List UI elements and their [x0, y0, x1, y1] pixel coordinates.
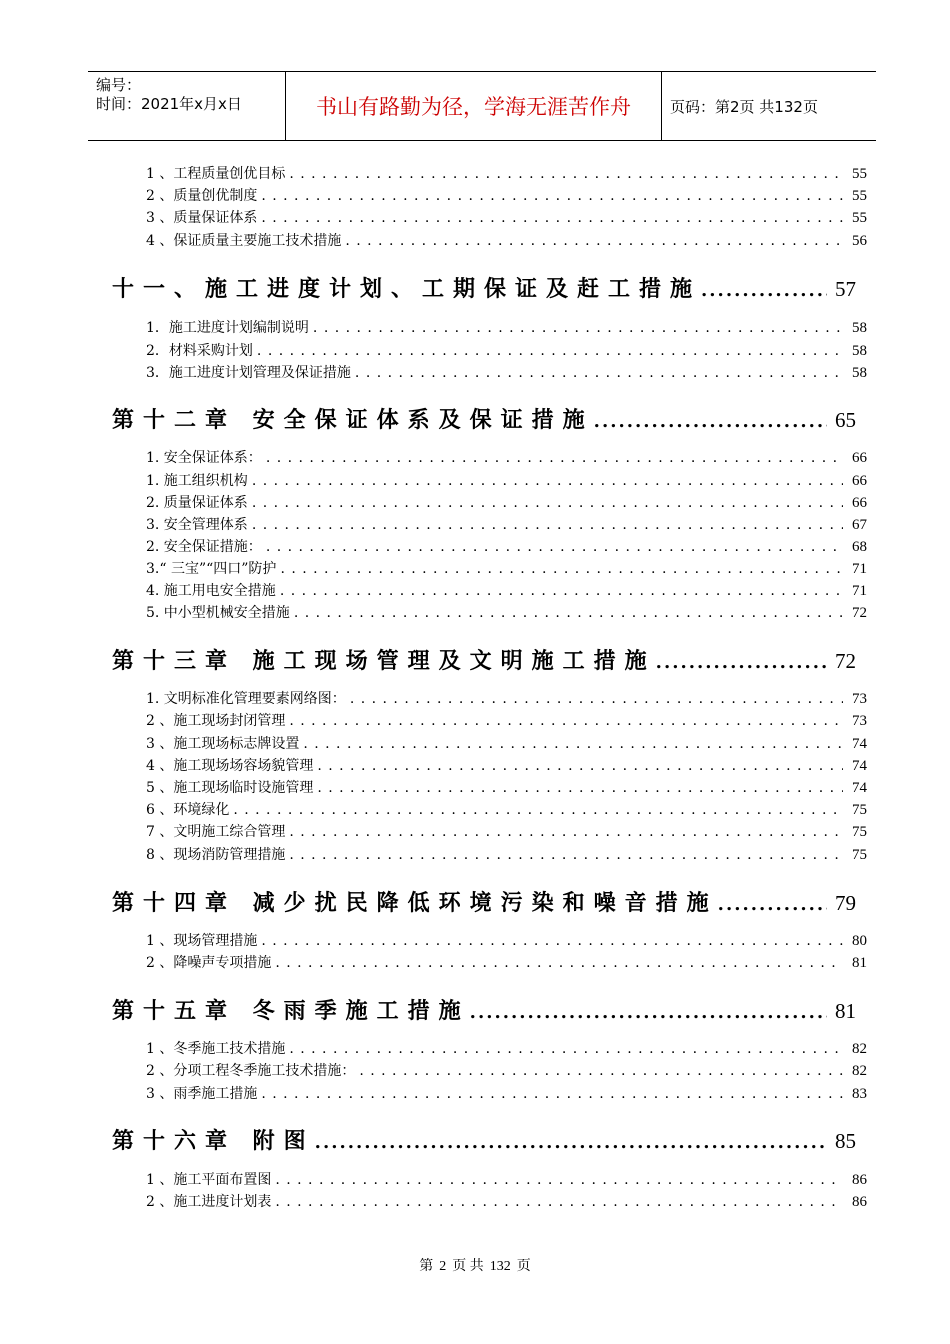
toc-chapter-heading-page-number: 81 — [835, 999, 856, 1023]
toc-entry[interactable] — [146, 844, 867, 864]
page-footer — [0, 1255, 950, 1275]
header-meta — [96, 76, 242, 114]
toc-chapter-heading-label: 第十三章 施工现场管理及文明施工措施 — [112, 649, 656, 674]
toc-entry-page-number: 55 — [852, 188, 867, 204]
toc-entry-page-number: 74 — [852, 780, 867, 796]
toc-entry[interactable] — [146, 1083, 867, 1103]
toc-entry-label: 5. 中小型机械安全措施 — [146, 605, 290, 621]
toc-entry-page-number: 74 — [852, 736, 867, 752]
toc-entry-label: 3．施工进度计划管理及保证措施 — [146, 365, 351, 381]
page-header — [88, 71, 876, 141]
leader-dots — [315, 1132, 827, 1153]
toc-entry-label: 2 、降噪声专项措施 — [146, 955, 272, 971]
toc-entry[interactable] — [146, 1038, 867, 1058]
toc-entry-page-number: 66 — [852, 450, 867, 466]
toc-entry-label: 2. 质量保证体系 — [146, 495, 248, 511]
leader-dots — [718, 894, 827, 915]
toc-entry-page-number: 75 — [852, 824, 867, 840]
toc-entry-page-number: 58 — [852, 365, 867, 381]
toc-entry[interactable] — [146, 514, 867, 534]
toc-entry-page-number: 55 — [852, 210, 867, 226]
toc-entry-label: 1．施工进度计划编制说明 — [146, 320, 309, 336]
toc-entry-label: 2．材料采购计划 — [146, 343, 253, 359]
toc-entry[interactable] — [146, 185, 867, 205]
leader-dots — [252, 495, 843, 511]
toc-entry-label: 4 、保证质量主要施工技术措施 — [146, 233, 342, 249]
leader-dots — [289, 824, 843, 840]
toc-entry-label: 1 、施工平面布置图 — [146, 1172, 272, 1188]
leader-dots — [294, 605, 843, 621]
leader-dots — [345, 233, 843, 249]
toc-chapter-heading-page-number: 72 — [835, 649, 856, 673]
toc-chapter-heading-label: 十一、施工进度计划、工期保证及赶工措施 — [112, 277, 702, 302]
footer-prefix: 第 — [419, 1259, 434, 1274]
toc-entry-page-number: 56 — [852, 233, 867, 249]
toc-entry-label: 1. 文明标准化管理要素网络图： — [146, 691, 346, 707]
toc-entry[interactable] — [146, 536, 867, 556]
toc-entry[interactable] — [146, 930, 867, 950]
toc-entry[interactable] — [146, 163, 867, 183]
toc-entry[interactable] — [146, 799, 867, 819]
footer-page-number: 2 — [439, 1259, 447, 1274]
leader-dots — [261, 210, 843, 226]
toc-chapter-heading-label: 第十二章 安全保证体系及保证措施 — [112, 408, 594, 433]
toc-entry-label: 3 、雨季施工措施 — [146, 1086, 258, 1102]
toc-entry[interactable] — [146, 470, 867, 490]
toc-entry[interactable] — [146, 207, 867, 227]
toc-entry-page-number: 80 — [852, 933, 867, 949]
leader-dots — [261, 933, 843, 949]
toc-entry-page-number: 55 — [852, 166, 867, 182]
leader-dots — [656, 652, 827, 673]
leader-dots — [275, 1194, 843, 1210]
leader-dots — [355, 365, 843, 381]
leader-dots — [289, 1041, 843, 1057]
toc-chapter-heading-page-number: 79 — [835, 891, 856, 915]
leader-dots — [317, 780, 843, 796]
toc-chapter-heading-page-number: 57 — [835, 277, 856, 301]
leader-dots — [233, 802, 843, 818]
toc-entry-label: 2 、质量创优制度 — [146, 188, 258, 204]
toc-chapter-heading-page-number: 85 — [835, 1129, 856, 1153]
header-motto: 书山有路勤为径，学海无涯苦作舟 — [285, 72, 662, 140]
toc-entry-label: 1. 施工组织机构 — [146, 473, 248, 489]
toc-entry-label: 1. 安全保证体系： — [146, 450, 262, 466]
toc-entry[interactable] — [146, 777, 867, 797]
toc-chapter-heading[interactable] — [112, 272, 856, 302]
leader-dots — [257, 343, 843, 359]
toc-entry[interactable] — [146, 1060, 867, 1080]
toc-entry-page-number: 71 — [852, 583, 867, 599]
toc-entry[interactable] — [146, 755, 867, 775]
header-page-info: 页码：第2页 共132页 — [670, 98, 818, 116]
toc-entry[interactable] — [146, 362, 867, 382]
leader-dots — [266, 450, 843, 466]
footer-mid: 页 共 — [452, 1259, 484, 1274]
leader-dots — [317, 758, 843, 774]
leader-dots — [350, 691, 843, 707]
toc-entry-label: 1 、冬季施工技术措施 — [146, 1041, 286, 1057]
toc-entry-page-number: 81 — [852, 955, 867, 971]
toc-entry-label: 3. 安全管理体系 — [146, 517, 248, 533]
toc-entry-label: 5 、施工现场临时设施管理 — [146, 780, 314, 796]
toc-entry-page-number: 83 — [852, 1086, 867, 1102]
toc-entry-page-number: 73 — [852, 691, 867, 707]
toc-entry-label: 3 、施工现场标志牌设置 — [146, 736, 300, 752]
toc-entry-page-number: 75 — [852, 847, 867, 863]
toc-entry[interactable] — [146, 317, 867, 337]
leader-dots — [359, 1063, 843, 1079]
toc-entry-label: 3 、质量保证体系 — [146, 210, 258, 226]
toc-entry-page-number: 75 — [852, 802, 867, 818]
toc-entry[interactable] — [146, 821, 867, 841]
toc-chapter-heading-label: 第十四章 减少扰民降低环境污染和噪音措施 — [112, 891, 718, 916]
toc-entry[interactable] — [146, 580, 867, 600]
toc-entry[interactable] — [146, 952, 867, 972]
toc-entry-label: 2 、分项工程冬季施工技术措施： — [146, 1063, 356, 1079]
toc-entry[interactable] — [146, 602, 867, 622]
toc-entry-label: 3.“ 三宝”“四口”防护 — [146, 561, 277, 577]
toc-entry-page-number: 66 — [852, 495, 867, 511]
leader-dots — [289, 713, 843, 729]
toc-entry-page-number: 67 — [852, 517, 867, 533]
leader-dots — [252, 473, 843, 489]
toc-entry-page-number: 86 — [852, 1172, 867, 1188]
toc-entry-page-number: 86 — [852, 1194, 867, 1210]
toc-chapter-heading-label: 第十五章 冬雨季施工措施 — [112, 999, 470, 1024]
footer-suffix: 页 — [516, 1259, 531, 1274]
toc-entry[interactable] — [146, 340, 867, 360]
leader-dots — [275, 955, 843, 971]
toc-entry[interactable] — [146, 1191, 867, 1211]
leader-dots — [280, 561, 843, 577]
toc-chapter-heading[interactable] — [112, 886, 856, 916]
leader-dots — [313, 320, 843, 336]
toc-chapter-heading-label: 第十六章 附图 — [112, 1129, 315, 1154]
toc-entry-label: 2 、施工现场封闭管理 — [146, 713, 286, 729]
toc-entry-page-number: 82 — [852, 1063, 867, 1079]
toc-entry-label: 7 、文明施工综合管理 — [146, 824, 286, 840]
document-number-label: 编号： — [96, 76, 142, 94]
toc-chapter-heading-page-number: 65 — [835, 408, 856, 432]
toc-entry-page-number: 71 — [852, 561, 867, 577]
toc-entry[interactable] — [146, 710, 867, 730]
toc-entry[interactable] — [146, 1169, 867, 1189]
leader-dots — [701, 280, 827, 301]
leader-dots — [594, 411, 827, 432]
toc-entry[interactable] — [146, 447, 867, 467]
toc-entry-page-number: 82 — [852, 1041, 867, 1057]
leader-dots — [252, 517, 843, 533]
toc-entry-page-number: 72 — [852, 605, 867, 621]
leader-dots — [261, 1086, 843, 1102]
toc-entry[interactable] — [146, 688, 867, 708]
leader-dots — [303, 736, 843, 752]
toc-entry-label: 4 、施工现场场容场貌管理 — [146, 758, 314, 774]
toc-entry-page-number: 68 — [852, 539, 867, 555]
toc-entry-label: 4. 施工用电安全措施 — [146, 583, 276, 599]
document-time: 时间：2021年x月x日 — [96, 95, 242, 113]
toc-entry-page-number: 58 — [852, 320, 867, 336]
toc-entry[interactable] — [146, 492, 867, 512]
footer-total-pages: 132 — [489, 1259, 511, 1274]
toc-entry-page-number: 66 — [852, 473, 867, 489]
toc-chapter-heading[interactable] — [112, 403, 856, 433]
toc-entry[interactable] — [146, 558, 867, 578]
toc-entry-page-number: 58 — [852, 343, 867, 359]
toc-chapter-heading[interactable] — [112, 644, 856, 674]
toc-entry-label: 1 、现场管理措施 — [146, 933, 258, 949]
toc-entry-label: 2. 安全保证措施： — [146, 539, 262, 555]
toc-entry-label: 2 、施工进度计划表 — [146, 1194, 272, 1210]
leader-dots — [470, 1002, 827, 1023]
toc-entry[interactable] — [146, 733, 867, 753]
leader-dots — [280, 583, 843, 599]
leader-dots — [289, 166, 843, 182]
toc-chapter-heading[interactable] — [112, 1124, 856, 1154]
toc-entry-label: 8 、现场消防管理措施 — [146, 847, 286, 863]
leader-dots — [266, 539, 843, 555]
leader-dots — [275, 1172, 843, 1188]
toc-entry-label: 1 、工程质量创优目标 — [146, 166, 286, 182]
toc-entry-page-number: 74 — [852, 758, 867, 774]
toc-entry-page-number: 73 — [852, 713, 867, 729]
toc-entry-label: 6 、环境绿化 — [146, 802, 230, 818]
toc-entry[interactable] — [146, 230, 867, 250]
leader-dots — [289, 847, 843, 863]
leader-dots — [261, 188, 843, 204]
toc-chapter-heading[interactable] — [112, 994, 856, 1024]
